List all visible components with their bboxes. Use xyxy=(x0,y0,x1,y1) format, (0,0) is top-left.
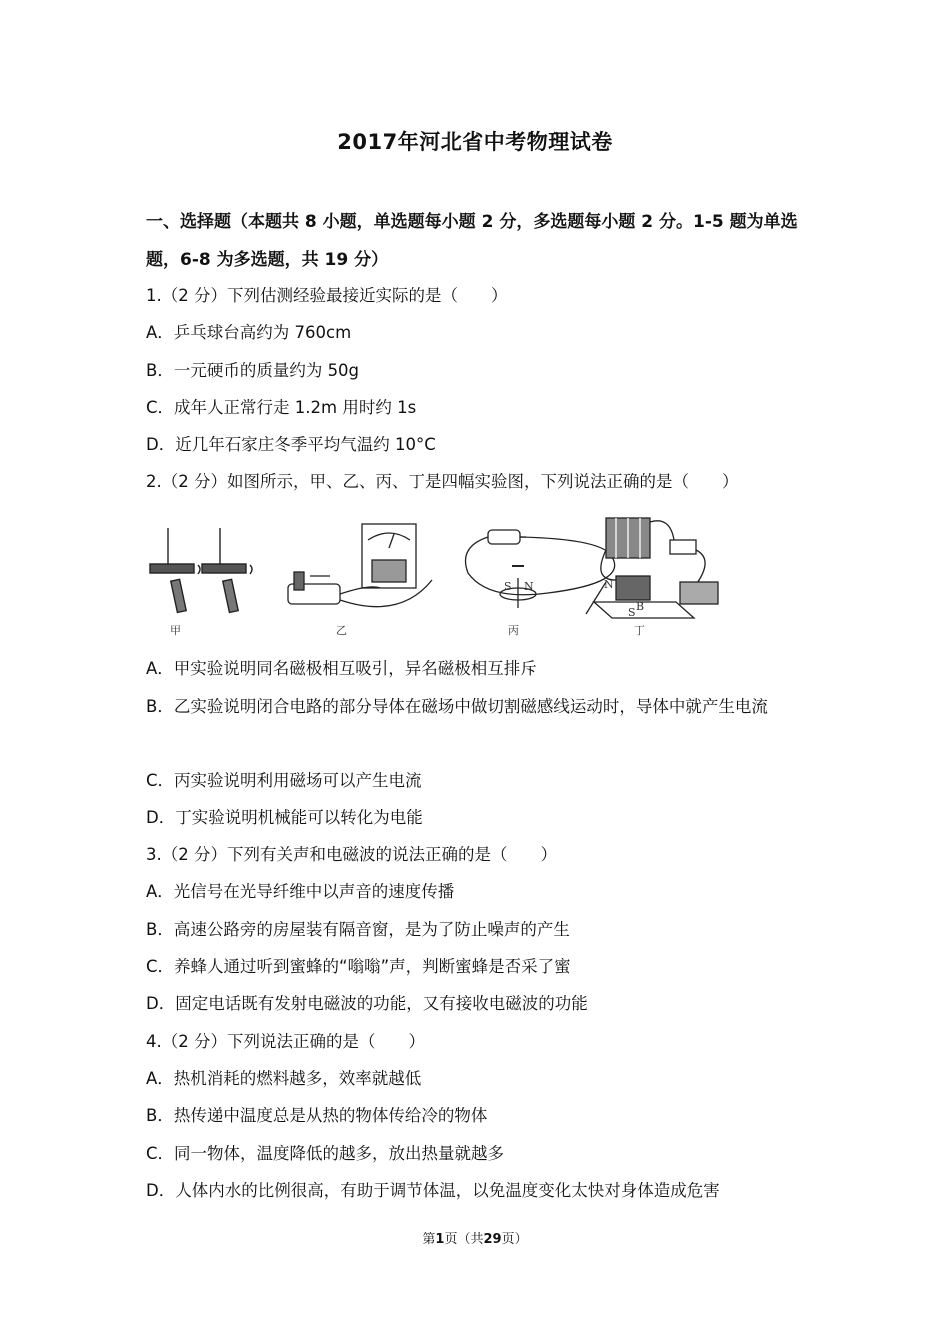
figure-bing-oersted xyxy=(466,530,615,608)
question-3-option-c: C．养蜂人通过听到蜜蜂的“嗡嗡”声，判断蜜蜂是否采了蜜 xyxy=(146,957,571,976)
figure-jia-magnets xyxy=(150,528,252,612)
footer-middle: 页（共 xyxy=(444,1232,484,1247)
page-title: 2017年河北省中考物理试卷 xyxy=(337,130,613,154)
question-3-option-b: B．高速公路旁的房屋装有隔音窗，是为了防止噪声的产生 xyxy=(146,920,570,939)
question-3-option-a: A．光信号在光导纤维中以声音的速度传播 xyxy=(146,882,455,901)
figure-label-yi: 乙 xyxy=(336,624,347,637)
question-1-option-a: A．乒乓球台高约为 760cm xyxy=(146,323,352,342)
question-4-option-b: B．热传递中温度总是从热的物体传给冷的物体 xyxy=(146,1106,488,1125)
question-4-option-d: D．人体内水的比例很高，有助于调节体温，以免温度变化太快对身体造成危害 xyxy=(146,1181,720,1200)
question-4-option-c: C．同一物体，温度降低的越多，放出热量就越多 xyxy=(146,1144,505,1163)
question-2-option-a: A．甲实验说明同名磁极相互吸引，异名磁极相互排斥 xyxy=(146,659,537,678)
question-2-option-c: C．丙实验说明利用磁场可以产生电流 xyxy=(146,771,422,790)
question-3-option-d: D．固定电话既有发射电磁波的功能，又有接收电磁波的功能 xyxy=(146,994,588,1013)
figure-label-jia: 甲 xyxy=(170,624,181,637)
footer-page-number: 1 xyxy=(435,1232,445,1247)
figure-yi-galvanometer xyxy=(288,524,432,607)
svg-text:S: S xyxy=(504,580,512,593)
question-1-stem: 1.（2 分）下列估测经验最接近实际的是（ ） xyxy=(146,286,508,305)
footer-prefix: 第 xyxy=(422,1232,436,1247)
footer-total-pages: 29 xyxy=(483,1232,502,1247)
question-4-stem: 4.（2 分）下列说法正确的是（ ） xyxy=(146,1032,425,1051)
question-3-stem: 3.（2 分）下列有关声和电磁波的说法正确的是（ ） xyxy=(146,845,557,864)
section-heading: 一、选择题（本题共 8 小题，单选题每小题 2 分，多选题每小题 2 分。1-5 题为单选题，6-8 为多选题，共 19 分） xyxy=(146,212,798,270)
question-2-option-d: D．丁实验说明机械能可以转化为电能 xyxy=(146,808,423,827)
question-4-option-a: A．热机消耗的燃料越多，效率就越低 xyxy=(146,1069,422,1088)
page-footer xyxy=(0,1228,950,1247)
figure-label-ding: 丁 xyxy=(634,624,645,637)
svg-text:B: B xyxy=(636,600,645,613)
experiment-figure xyxy=(146,510,726,640)
footer-suffix: 页） xyxy=(501,1232,528,1247)
figure-ding-motor xyxy=(586,518,718,619)
question-1-option-b: B．一元硬币的质量约为 50g xyxy=(146,361,360,380)
question-1-option-c: C．成年人正常行走 1.2m 用时约 1s xyxy=(146,398,417,417)
svg-text:N: N xyxy=(604,578,614,591)
figure-label-bing: 丙 xyxy=(508,624,519,637)
svg-text:S: S xyxy=(628,606,636,619)
question-2-option-b: B．乙实验说明闭合电路的部分导体在磁场中做切割磁感线运动时，导体中就产生电流 xyxy=(146,697,768,716)
svg-text:N: N xyxy=(524,580,534,593)
question-1-option-d: D．近几年石家庄冬季平均气温约 10°C xyxy=(146,435,436,454)
question-2-stem: 2.（2 分）如图所示，甲、乙、丙、丁是四幅实验图，下列说法正确的是（ ） xyxy=(146,472,739,491)
